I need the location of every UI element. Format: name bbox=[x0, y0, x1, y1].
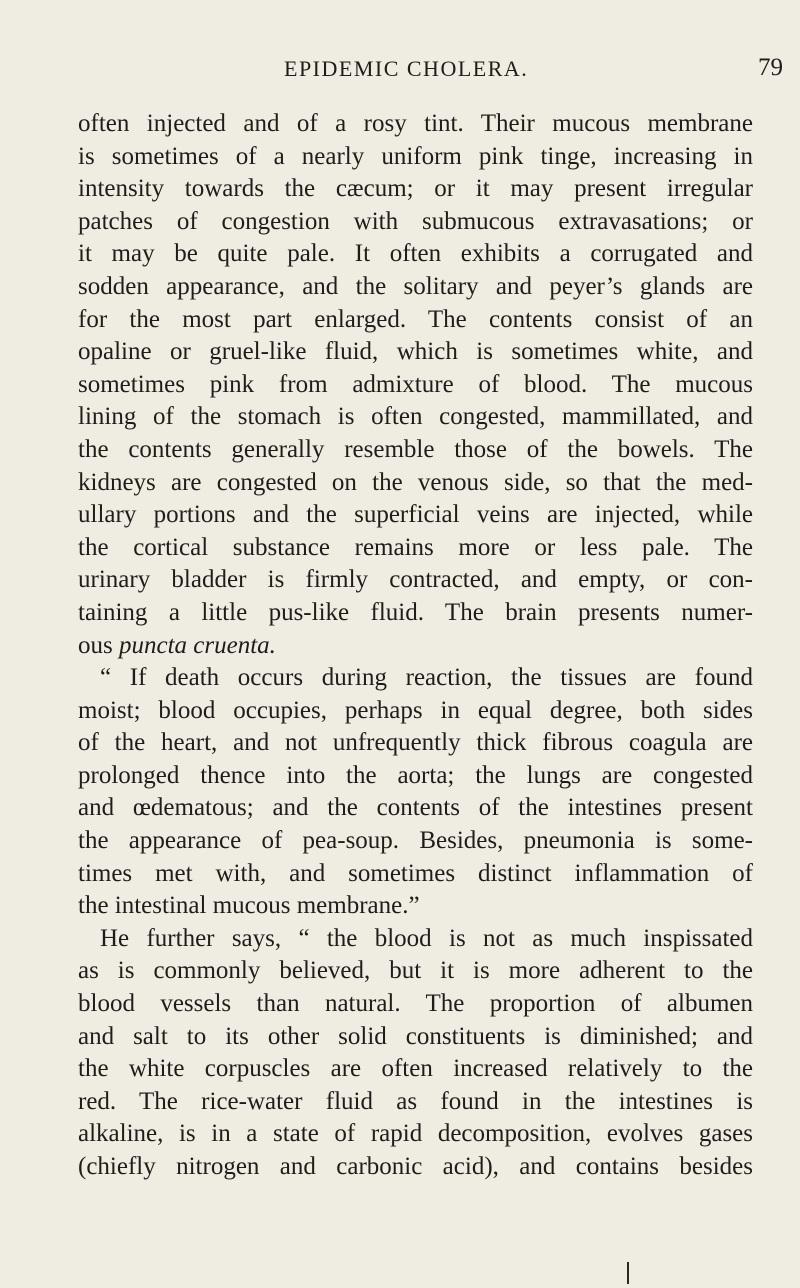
text-line: intensity towards the cæcum; or it may present irregular bbox=[78, 175, 753, 203]
text-line: is sometimes of a nearly uniform pink tinge, increasing in bbox=[78, 142, 753, 170]
text-line: for the most part enlarged. The contents consist of an bbox=[78, 305, 753, 333]
text-line: red. The rice-water fluid as found in the intestines is bbox=[78, 1087, 753, 1115]
text-line: urinary bladder is firmly contracted, and empty, or con- bbox=[78, 566, 753, 594]
text-line: of the heart, and not unfrequently thick fibrous coagula are bbox=[78, 729, 753, 757]
text-line: the intestinal mucous membrane.” bbox=[78, 892, 420, 920]
text-line: it may be quite pale. It often exhibits a corrugated and bbox=[78, 240, 753, 268]
text-line: moist; blood occupies, perhaps in equal degree, both sides bbox=[78, 696, 753, 724]
running-title: EPIDEMIC CHOLERA. bbox=[284, 56, 529, 81]
page-number: 79 bbox=[758, 54, 783, 81]
text-line: often injected and of a rosy tint. Their mucous membrane bbox=[78, 110, 753, 137]
text-line: blood vessels than natural. The proportion of albumen bbox=[78, 990, 753, 1018]
text-line: sometimes pink from admixture of blood. The mucous bbox=[78, 370, 753, 398]
text-run: ous bbox=[78, 631, 119, 659]
latin-phrase: puncta cruenta. bbox=[118, 631, 276, 659]
text-line: sodden appearance, and the solitary and peyer’s glands are bbox=[78, 272, 753, 300]
print-mark bbox=[627, 1262, 629, 1284]
text-line: taining a little pus-like fluid. The brain presents numer- bbox=[78, 598, 753, 626]
text-line: the contents generally resemble those of the bowels. The bbox=[78, 435, 753, 463]
text-line: prolonged thence into the aorta; the lungs are congested bbox=[78, 761, 753, 789]
text-line: ullary portions and the superficial veins are injected, while bbox=[78, 501, 753, 529]
text-line: patches of congestion with submucous extravasations; or bbox=[78, 207, 753, 235]
text-line: opaline or gruel-like fluid, which is sometimes white, and bbox=[78, 338, 753, 366]
text-line: “ If death occurs during reaction, the tissues are found bbox=[100, 664, 753, 692]
text-line: as is commonly believed, but it is more adherent to the bbox=[78, 957, 753, 985]
text-line-final bbox=[78, 630, 753, 663]
text-line: the cortical substance remains more or less pale. The bbox=[78, 533, 753, 561]
text-line: kidneys are congested on the venous side, so that the med- bbox=[78, 468, 753, 496]
text-line: the appearance of pea-soup. Besides, pneumonia is some- bbox=[78, 827, 753, 855]
text-line: He further says, “ the blood is not as much inspissated bbox=[100, 924, 753, 952]
text-line: times met with, and sometimes distinct inflammation of bbox=[78, 859, 753, 887]
paragraph-postmortem-appearances bbox=[78, 108, 753, 662]
text-line: the white corpuscles are often increased relatively to the bbox=[78, 1055, 753, 1083]
running-header bbox=[0, 56, 800, 86]
text-line: (chiefly nitrogen and carbonic acid), and contains besides bbox=[78, 1153, 753, 1180]
text-line: and œdematous; and the contents of the intestines present bbox=[78, 794, 753, 822]
paragraph-blood bbox=[78, 923, 753, 1184]
paragraph-reaction-death bbox=[78, 662, 753, 923]
text-line: lining of the stomach is often congested, mammillated, and bbox=[78, 403, 753, 431]
text-line: alkaline, is in a state of rapid decomposition, evolves gases bbox=[78, 1120, 753, 1148]
body-text bbox=[78, 108, 753, 1184]
text-line: and salt to its other solid constituents is diminished; and bbox=[78, 1022, 753, 1050]
